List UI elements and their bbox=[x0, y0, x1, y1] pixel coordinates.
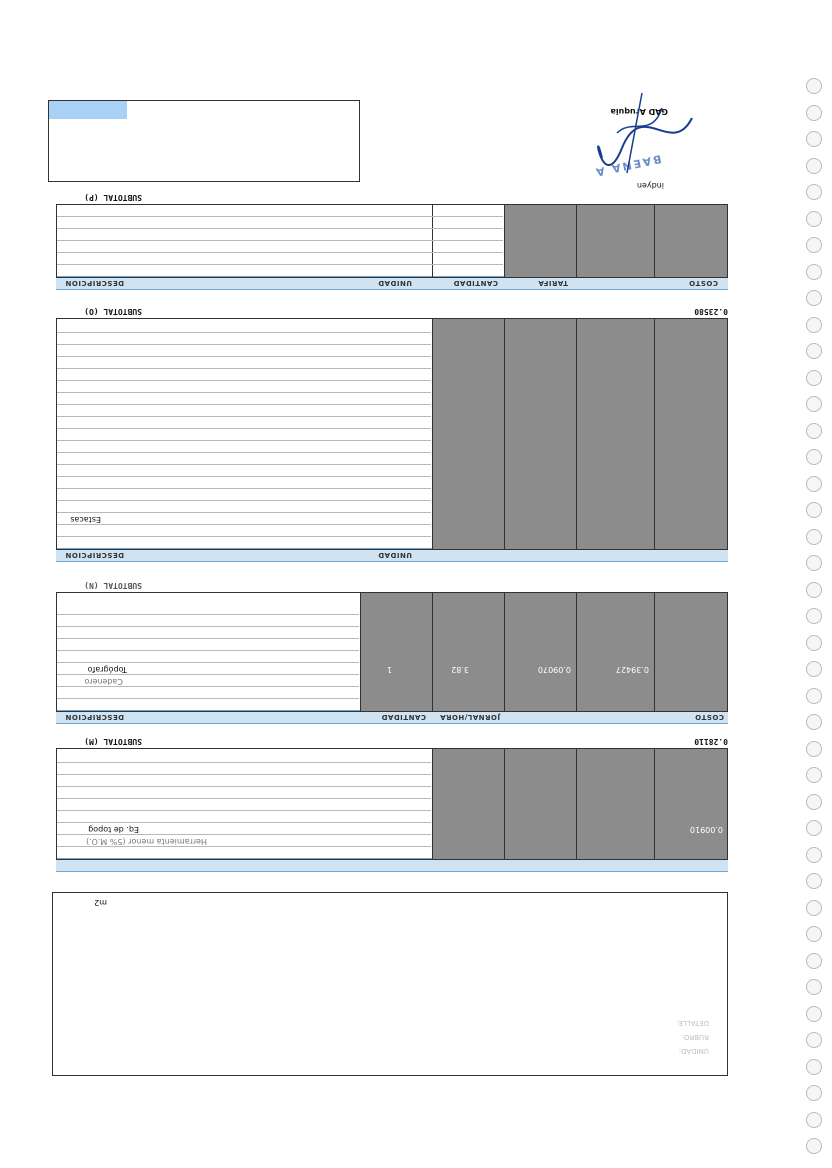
m-item-1: Herramienta menor (5% M.O.) bbox=[86, 837, 207, 846]
o-item-0: Estacas bbox=[70, 515, 101, 524]
n-value-2: 0.09070 bbox=[537, 665, 571, 674]
unit-value: m2 bbox=[94, 898, 107, 907]
p-redacted-values bbox=[505, 205, 727, 277]
n-col-jornal: JORNAL/HORA bbox=[439, 713, 500, 721]
m-item-0: Eq. de topog bbox=[88, 825, 139, 834]
p-table bbox=[56, 204, 728, 278]
n-value-0: 1 bbox=[386, 665, 392, 674]
highlighted-total-cell bbox=[49, 101, 127, 119]
m-redacted-values bbox=[433, 749, 727, 859]
n-value-3: 0.39427 bbox=[615, 665, 649, 674]
n-header-band bbox=[56, 710, 728, 724]
project-info-box: UNIDAD: RUBRO: DETALLE: m2 bbox=[52, 892, 728, 1076]
p-col-desc: DESCRIPCION bbox=[65, 279, 124, 287]
n-col-cantidad: CANTIDAD bbox=[381, 713, 426, 721]
n-item-0: Topógrafo bbox=[87, 665, 127, 674]
n-redacted-values bbox=[361, 593, 727, 711]
m-header-band bbox=[56, 858, 728, 872]
n-col-costo: COSTO bbox=[694, 713, 724, 721]
p-col-cantidad: CANTIDAD bbox=[453, 279, 498, 287]
n-table bbox=[56, 592, 728, 712]
o-col-unidad: UNIDAD bbox=[377, 551, 412, 559]
stamp-text: BAENA A bbox=[592, 152, 663, 179]
n-item-1: Cadenero bbox=[84, 677, 123, 686]
o-table bbox=[56, 318, 728, 550]
o-subtotal-value: 0.23580 bbox=[694, 307, 728, 316]
o-header-band bbox=[56, 548, 728, 562]
m-subtotal-value: 0.28110 bbox=[694, 737, 728, 746]
p-col-tarifa: TARIFA bbox=[537, 279, 568, 287]
n-value-1: 3.82 bbox=[451, 665, 469, 674]
p-col-unidad: UNIDAD bbox=[377, 279, 412, 287]
signature bbox=[582, 88, 702, 178]
m-subtotal-label: SUBTOTAL (M) bbox=[84, 737, 142, 746]
n-subtotal-label: SUBTOTAL (N) bbox=[84, 581, 142, 590]
m-table bbox=[56, 748, 728, 860]
totals-box bbox=[48, 100, 360, 182]
p-header-band bbox=[56, 276, 728, 290]
signed-line: indyen bbox=[636, 181, 664, 190]
o-subtotal-label: SUBTOTAL (O) bbox=[84, 307, 142, 316]
n-col-desc: DESCRIPCION bbox=[65, 713, 124, 721]
p-col-costo: COSTO bbox=[688, 279, 718, 287]
company-line: GAD Aruquia bbox=[610, 107, 668, 116]
m-value-0: 0.00910 bbox=[689, 825, 723, 834]
p-subtotal-label: SUBTOTAL (P) bbox=[84, 193, 142, 202]
o-col-desc: DESCRIPCION bbox=[65, 551, 124, 559]
